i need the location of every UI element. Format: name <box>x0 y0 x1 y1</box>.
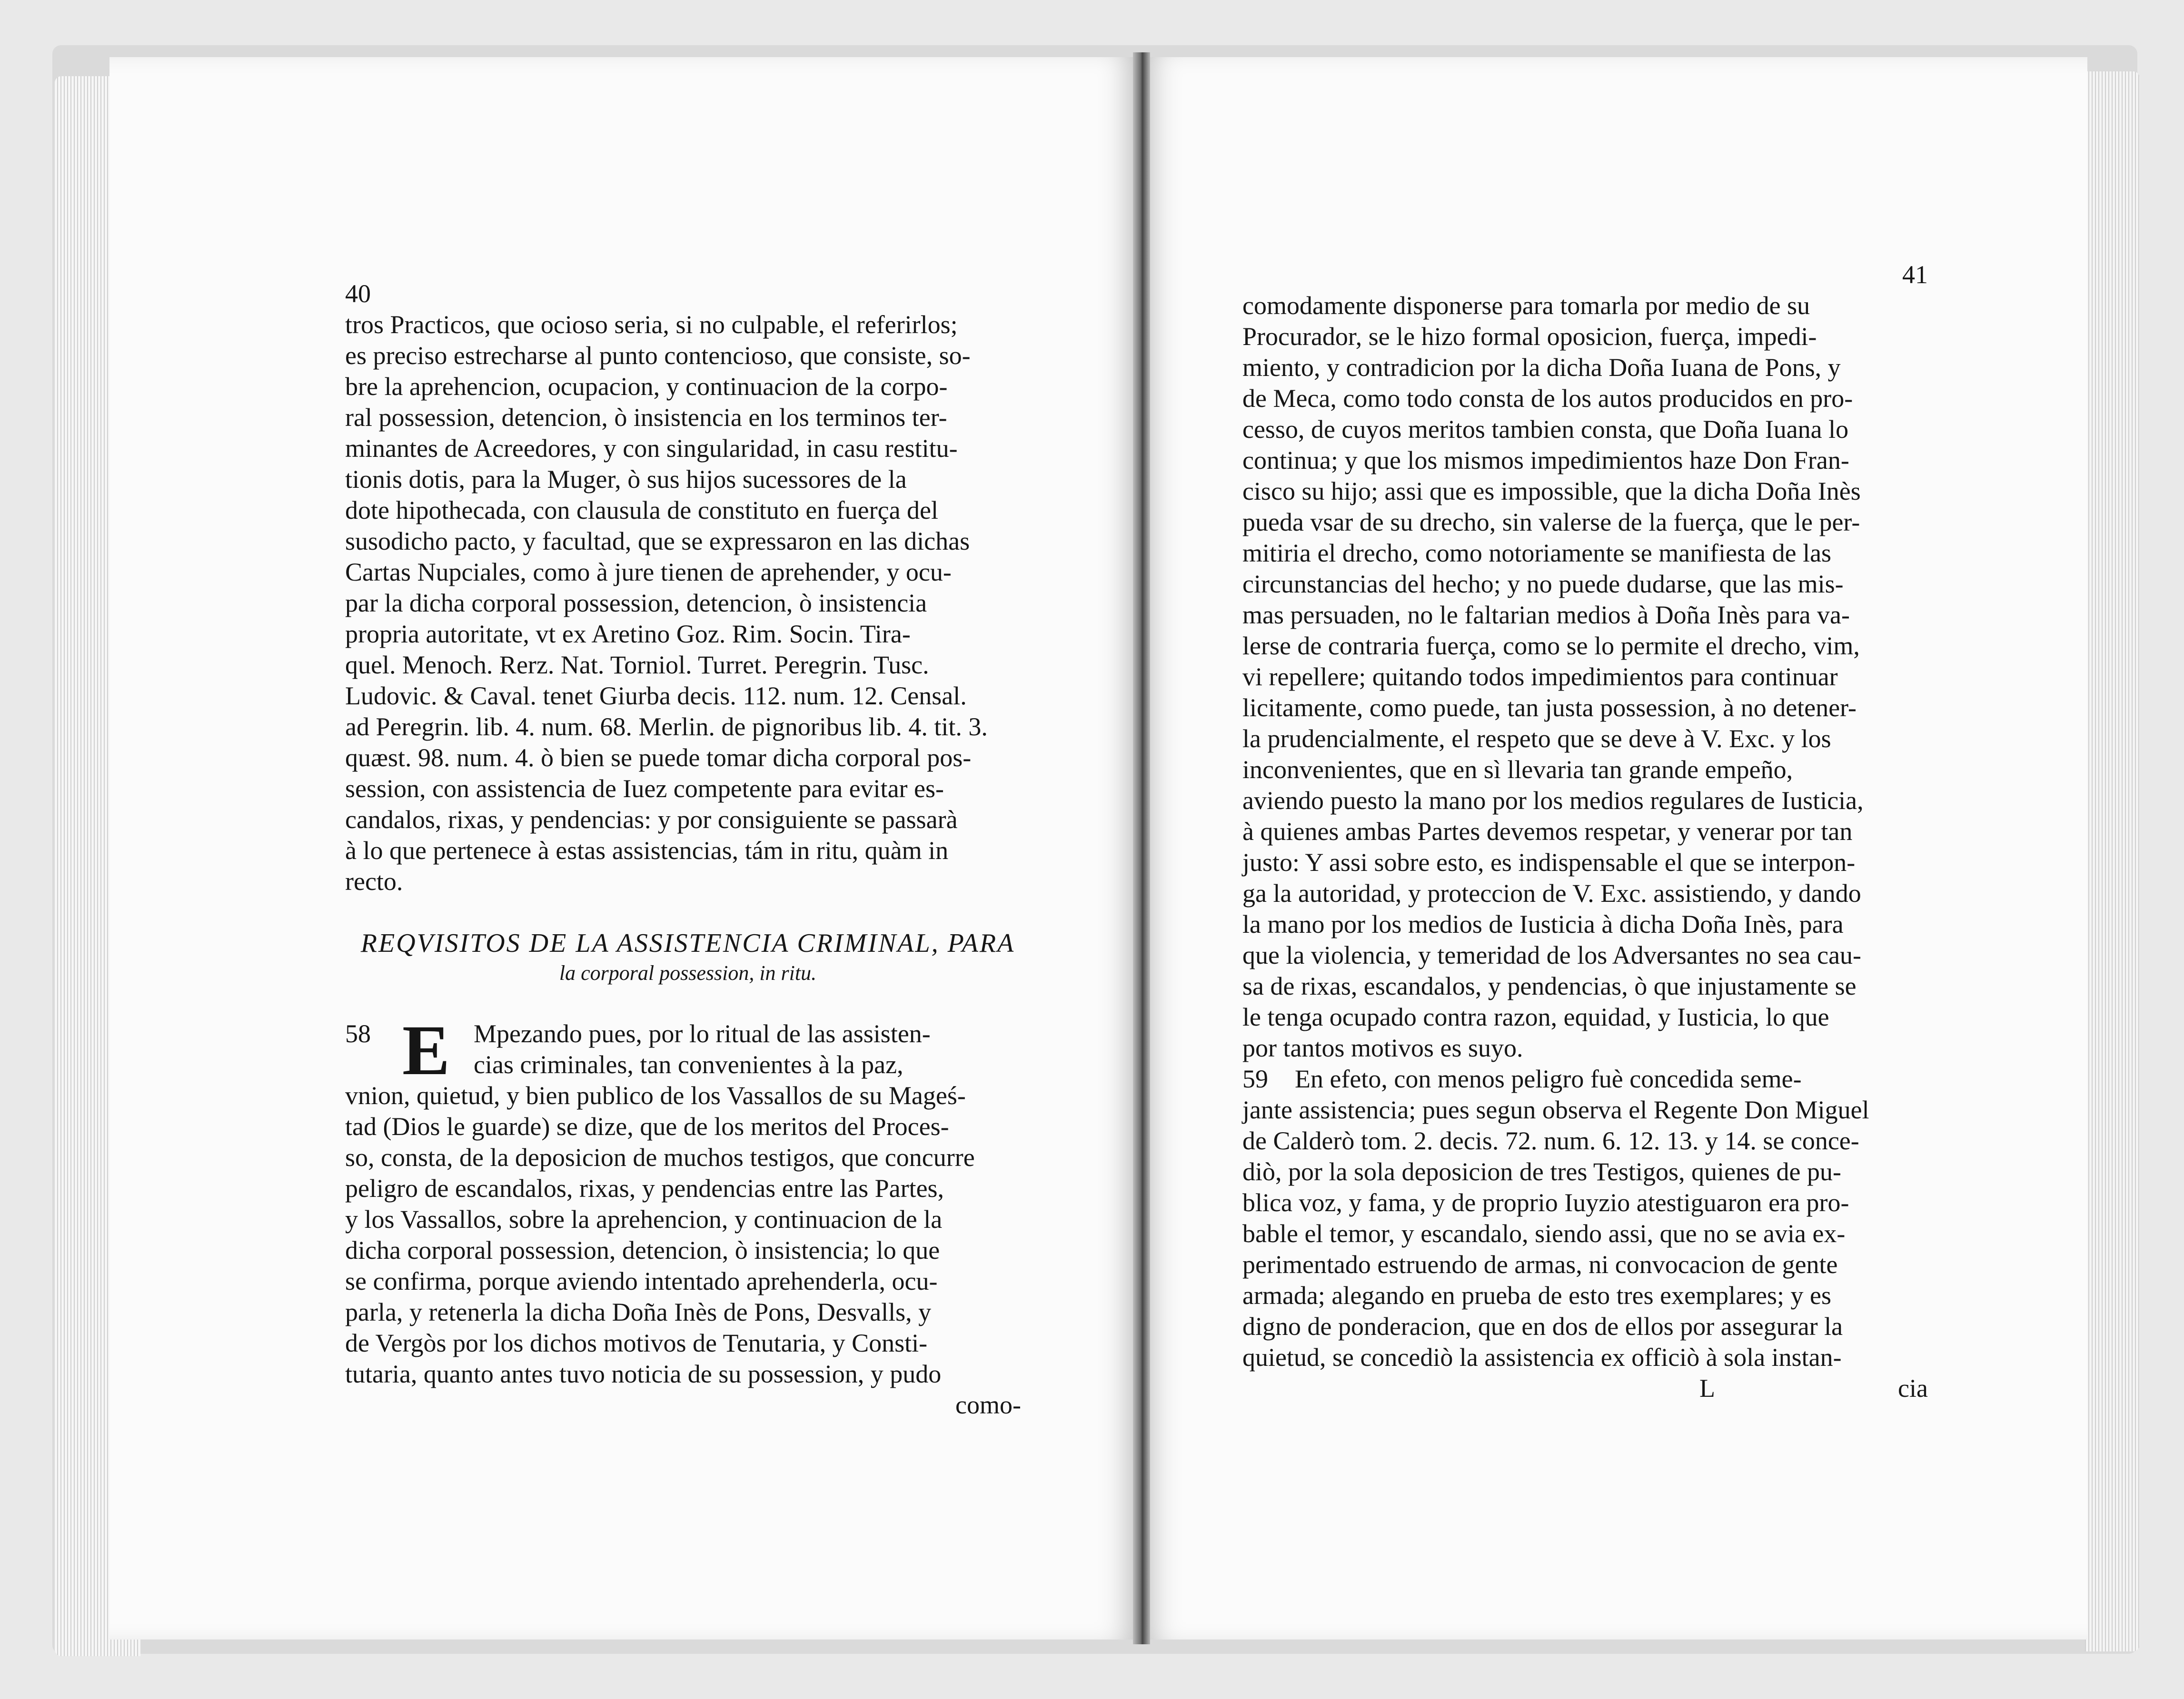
text-line: por tantos motivos es suyo. <box>1242 1034 1523 1062</box>
text-line-content: En efeto, con menos peligro fuè concedida seme- <box>1295 1065 1802 1093</box>
text-line: la prudencialmente, el respeto que se deve à V. Exc. y los <box>1242 724 1831 753</box>
text-line: cisco su hijo; assi que es impossible, que la dicha Doña Inès <box>1242 477 1861 505</box>
text-line: minantes de Acreedores, y con singularidad, in casu restitu- <box>345 434 958 463</box>
text-line: Cartas Nupciales, como à jure tienen de aprehender, y ocu- <box>345 558 952 586</box>
text-line: tutaria, quanto antes tuvo noticia de su possession, y pudo <box>345 1360 942 1388</box>
text-line: tros Practicos, que ocioso seria, si no culpable, el referirlos; <box>345 310 958 339</box>
text-line: de Vergòs por los dichos motivos de Tenutaria, y Consti- <box>345 1329 928 1357</box>
text-line: à lo que pertenece à estas assistencias, tám in ritu, quàm in <box>345 836 949 865</box>
text-line: quietud, se concediò la assistencia ex officiò à sola instan- <box>1242 1343 1842 1372</box>
text-line: ral possession, detencion, ò insistencia en los terminos ter- <box>345 403 947 432</box>
text-line: se confirma, porque aviendo intentado aprehenderla, ocu- <box>345 1267 938 1295</box>
text-line: que la violencia, y temeridad de los Adversantes no sea cau- <box>1242 941 1862 969</box>
text-line: quæst. 98. num. 4. ò bien se puede tomar dicha corporal pos- <box>345 743 972 772</box>
page-footer <box>1242 1373 1928 1404</box>
page-number-right: 41 <box>1902 260 1928 289</box>
paragraph-number: 58 <box>345 1019 371 1048</box>
text-line: recto. <box>345 867 403 896</box>
page-edges-right <box>2085 71 2140 1651</box>
text-line: blica voz, y fama, y de proprio Iuyzio atestiguaron era pro- <box>1242 1188 1849 1217</box>
text-line: cias criminales, tan convenientes à la paz, <box>474 1050 903 1079</box>
spacer <box>345 897 1031 928</box>
section-heading: REQVISITOS DE LA ASSISTENCIA CRIMINAL, PARA <box>360 929 1015 958</box>
text-line: ad Peregrin. lib. 4. num. 68. Merlin. de pignoribus lib. 4. tit. 3. <box>345 712 988 741</box>
text-line: Ludovic. & Caval. tenet Giurba decis. 112. num. 12. Censal. <box>345 682 967 710</box>
text-line: Mpezando pues, por lo ritual de las assisten- <box>474 1019 931 1048</box>
left-body-lines <box>345 309 1031 897</box>
text-line: tad (Dios le guarde) se dize, que de los meritos del Proces- <box>345 1112 949 1141</box>
section-subheading: la corporal possession, in ritu. <box>559 961 817 985</box>
page-number-left: 40 <box>345 279 371 308</box>
text-line: bre la aprehencion, ocupacion, y continuacion de la corpo- <box>345 372 948 401</box>
text-line: continua; y que los mismos impedimientos haze Don Fran- <box>1242 446 1849 474</box>
text-line: candalos, rixas, y pendencias: y por consiguiente se passarà <box>345 805 958 834</box>
text-line: le tenga ocupado contra razon, equidad, y Iusticia, lo que <box>1242 1003 1829 1031</box>
text-line: ga la autoridad, y proteccion de V. Exc. assistiendo, y dando <box>1242 879 1861 908</box>
text-line: digno de ponderacion, que en dos de ellos por assegurar la <box>1242 1312 1843 1341</box>
text-line: de Meca, como todo consta de los autos producidos en pro- <box>1242 384 1853 413</box>
paragraph-58-lines <box>345 1080 1031 1390</box>
text-line: parla, y retenerla la dicha Doña Inès de Pons, Desvalls, y <box>345 1298 932 1326</box>
text-line: vi repellere; quitando todos impedimientos para continuar <box>1242 662 1838 691</box>
text-line: session, con assistencia de Iuez competente para evitar es- <box>345 774 944 803</box>
signature-mark: L <box>1699 1374 1715 1403</box>
text-line: pueda vsar de su drecho, sin valerse de la fuerça, que le per- <box>1242 508 1860 536</box>
text-line <box>1242 1064 1928 1095</box>
text-line: miento, y contradicion por la dicha Doña Iuana de Pons, y <box>1242 353 1841 382</box>
text-line: diò, por la sola deposicion de tres Testigos, quienes de pu- <box>1242 1157 1841 1186</box>
text-line: bable el temor, y escandalo, siendo assi, que no se avia ex- <box>1242 1219 1846 1248</box>
text-line: sa de rixas, escandalos, y pendencias, ò que injustamente se <box>1242 972 1856 1000</box>
book-gutter <box>1133 52 1150 1644</box>
text-line: vnion, quietud, y bien publico de los Vassallos de su Mageś- <box>345 1081 966 1110</box>
text-line: armada; alegando en prueba de esto tres exemplares; y es <box>1242 1281 1831 1310</box>
text-line: cesso, de cuyos meritos tambien consta, que Doña Iuana lo <box>1242 415 1849 444</box>
text-line: propria autoritate, vt ex Aretino Goz. Rim. Socin. Tira- <box>345 620 911 648</box>
right-page-text <box>1242 259 1928 1404</box>
paragraph-58-start <box>345 1011 1031 1090</box>
text-line: dicha corporal possession, detencion, ò insistencia; lo que <box>345 1236 940 1264</box>
text-line: peligro de escandalos, rixas, y pendencias entre las Partes, <box>345 1174 944 1203</box>
text-line: licitamente, como puede, tan justa possession, à no detener- <box>1242 693 1857 722</box>
text-line: mitiria el drecho, como notoriamente se manifiesta de las <box>1242 539 1832 567</box>
text-line: mas persuaden, no le faltarian medios à Doña Inès para va- <box>1242 601 1850 629</box>
paragraph-number: 59 <box>1242 1065 1268 1093</box>
catchword-right: cia <box>1898 1374 1928 1403</box>
text-line: tionis dotis, para la Muger, ò sus hijos sucessores de la <box>345 465 907 494</box>
text-line: lerse de contraria fuerça, como se lo permite el drecho, vim, <box>1242 632 1860 660</box>
text-line: inconvenientes, que en sì llevaria tan grande empeño, <box>1242 755 1793 784</box>
text-line: à quienes ambas Partes devemos respetar, y venerar por tan <box>1242 817 1853 846</box>
text-line: par la dicha corporal possession, detencion, ò insistencia <box>345 589 927 617</box>
text-line: circunstancias del hecho; y no puede dudarse, que las mis- <box>1242 570 1844 598</box>
text-line: so, consta, de la deposicion de muchos testigos, que concurre <box>345 1143 975 1172</box>
right-body-lines <box>1242 290 1928 1064</box>
text-line: comodamente disponerse para tomarla por medio de su <box>1242 291 1810 320</box>
drop-cap: E <box>402 1011 450 1090</box>
text-line: y los Vassallos, sobre la aprehencion, y continuacion de la <box>345 1205 943 1234</box>
text-line: es preciso estrecharse al punto contencioso, que consiste, so- <box>345 341 971 370</box>
catchword-left: como- <box>955 1391 1021 1419</box>
text-line: jante assistencia; pues segun observa el Regente Don Miguel <box>1242 1096 1869 1124</box>
text-line: de Calderò tom. 2. decis. 72. num. 6. 12. 13. y 14. se conce- <box>1242 1126 1859 1155</box>
text-line: la mano por los medios de Iusticia à dicha Doña Inès, para <box>1242 910 1844 938</box>
text-line: quel. Menoch. Rerz. Nat. Torniol. Turret. Peregrin. Tusc. <box>345 651 929 679</box>
text-line: Procurador, se le hizo formal oposicion, fuerça, impedi- <box>1242 322 1817 351</box>
text-line: perimentado estruendo de armas, ni convocacion de gente <box>1242 1250 1838 1279</box>
paragraph-59-lines <box>1242 1064 1928 1373</box>
text-line: dote hipothecada, con clausula de constituto en fuerça del <box>345 496 939 524</box>
text-line: aviendo puesto la mano por los medios regulares de Iusticia, <box>1242 786 1864 815</box>
text-line: justo: Y assi sobre esto, es indispensable el que se interpon- <box>1242 848 1856 877</box>
text-line: susodicho pacto, y facultad, que se expressaron en las dichas <box>345 527 970 555</box>
left-page-text <box>345 278 1031 1421</box>
